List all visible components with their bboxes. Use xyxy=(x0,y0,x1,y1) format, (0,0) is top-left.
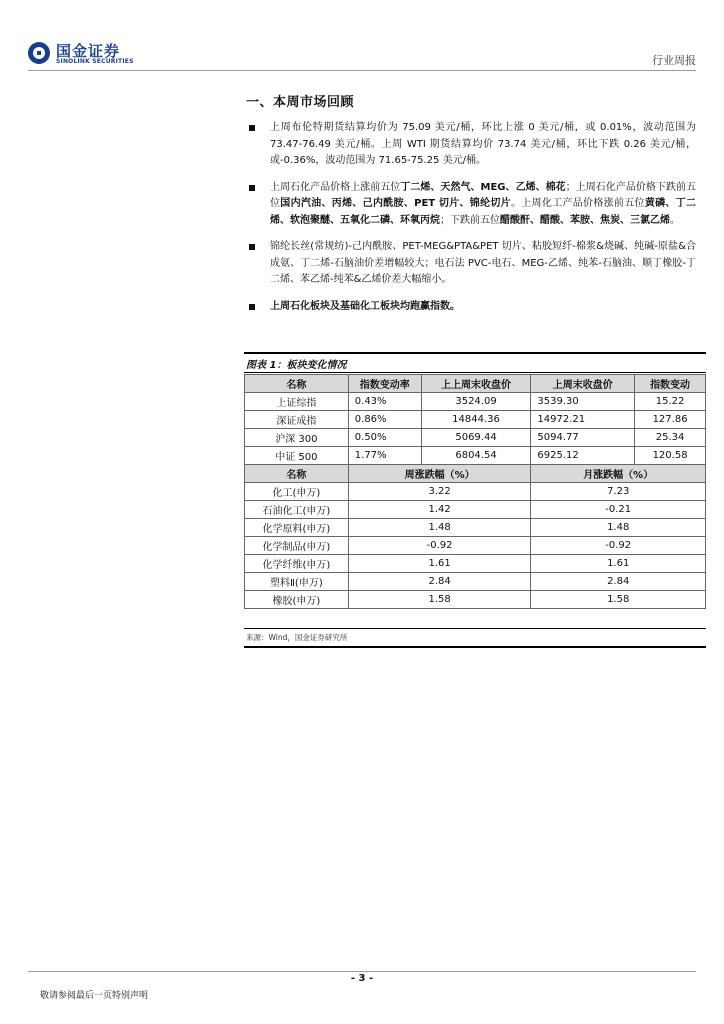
bullet-text: 上周布伦特期货结算均价为 75.09 美元/桶，环比上涨 0 美元/桶，或 0.01%，波动范围为 73.47-76.49 美元/桶。上周 WTI 期货结算均价 73.74 美元/桶，环比下跌 0.26 美元/桶，或-0.36%，波动范围为 71.65-75.25 美元/桶。 xyxy=(270,122,696,166)
table-cell: 中证 500 xyxy=(245,447,349,465)
table-cell: 周涨跌幅（%） xyxy=(348,465,531,483)
table-cell: -0.92 xyxy=(348,537,531,555)
table-cell: 5069.44 xyxy=(421,429,531,447)
table-row xyxy=(245,537,706,555)
table-cell: 化学纤维(申万) xyxy=(245,555,349,573)
figure-bottom-rule xyxy=(244,628,706,629)
table-cell: 0.86% xyxy=(348,411,421,429)
bullet-bold-text: 国内汽油、丙烯、己内酰胺、PET 切片、锦纶切片 xyxy=(280,198,511,209)
table-row xyxy=(245,447,706,465)
table-cell: 名称 xyxy=(245,375,349,393)
table-cell: -0.92 xyxy=(531,537,706,555)
table-cell: 2.84 xyxy=(531,573,706,591)
bullet-square-icon xyxy=(249,185,255,191)
table-cell: 橡胶(申万) xyxy=(245,591,349,609)
bullet-text: ；上周石化产品价格下跌前五位 xyxy=(270,181,697,209)
bullet-square-icon xyxy=(249,125,255,131)
table-cell: -0.21 xyxy=(531,501,706,519)
table-cell: 深证成指 xyxy=(245,411,349,429)
table-cell: 化学制品(申万) xyxy=(245,537,349,555)
figure-title: 图表 1：板块变化情况 xyxy=(246,360,347,371)
bullet-item xyxy=(246,299,696,316)
bullet-text: 上周石化产品价格上涨前五位 xyxy=(270,181,401,193)
table-cell: 指数变动率 xyxy=(348,375,421,393)
table-cell: 月涨跌幅（%） xyxy=(531,465,706,483)
logo-english-name: SINOLINK SECURITIES xyxy=(56,58,134,65)
table-cell: 14844.36 xyxy=(421,411,531,429)
table-cell: 1.58 xyxy=(531,591,706,609)
table-cell: 6804.54 xyxy=(421,447,531,465)
table-cell: 6925.12 xyxy=(531,447,635,465)
bullet-text: 。 xyxy=(670,214,680,226)
page-number: - 3 - xyxy=(350,973,374,984)
figure-title-rule xyxy=(244,372,706,373)
company-logo xyxy=(28,40,138,70)
table-cell: 25.34 xyxy=(635,429,706,447)
table-cell: 2.84 xyxy=(348,573,531,591)
bullet-text: ；下跌前五位 xyxy=(440,214,500,226)
table-cell: 3539.30 xyxy=(531,393,635,411)
table-cell: 3.22 xyxy=(348,483,531,501)
table-cell: 15.22 xyxy=(635,393,706,411)
table-cell: 7.23 xyxy=(531,483,706,501)
bullet-list xyxy=(246,120,696,325)
figure-end-rule xyxy=(244,646,706,648)
table-cell: 上周末收盘价 xyxy=(531,375,635,393)
bullet-item xyxy=(246,120,696,170)
figure-top-rule xyxy=(244,352,706,354)
bullet-square-icon xyxy=(249,244,255,250)
table-row xyxy=(245,573,706,591)
table-cell: 石油化工(申万) xyxy=(245,501,349,519)
report-type: 行业周报 xyxy=(652,54,696,67)
table-header-row xyxy=(245,375,706,393)
table-row xyxy=(245,591,706,609)
table-row xyxy=(245,483,706,501)
logo-mark-icon xyxy=(28,42,50,64)
table-cell: 5094.77 xyxy=(531,429,635,447)
bullet-bold-text: 醋酸酐、醋酸、苯胺、焦炭、三氯乙烯 xyxy=(500,214,670,226)
table-cell: 14972.21 xyxy=(531,411,635,429)
footer-divider xyxy=(28,971,696,972)
table-cell: 1.48 xyxy=(531,519,706,537)
table-cell: 0.50% xyxy=(348,429,421,447)
section-title: 一、本周市场回顾 xyxy=(246,95,355,110)
table-header-row xyxy=(245,465,706,483)
table-cell: 1.48 xyxy=(348,519,531,537)
table-cell: 上上周末收盘价 xyxy=(421,375,531,393)
bullet-square-icon xyxy=(249,304,255,310)
table-cell: 指数变动 xyxy=(635,375,706,393)
table-cell: 1.58 xyxy=(348,591,531,609)
bullet-item xyxy=(246,180,696,230)
table-cell: 1.77% xyxy=(348,447,421,465)
table-cell: 塑料Ⅱ(申万) xyxy=(245,573,349,591)
table-cell: 3524.09 xyxy=(421,393,531,411)
sector-change-table xyxy=(244,374,706,609)
table-cell: 120.58 xyxy=(635,447,706,465)
table-row xyxy=(245,501,706,519)
table-cell: 化工(申万) xyxy=(245,483,349,501)
logo-chinese-name: 国金证券 xyxy=(56,42,121,60)
table-cell: 名称 xyxy=(245,465,349,483)
bullet-bold-text: 丁二烯、天然气、MEG、乙烯、棉花 xyxy=(400,181,566,193)
table-row xyxy=(245,411,706,429)
table-row xyxy=(245,393,706,411)
table-row xyxy=(245,555,706,573)
table-cell: 上证综指 xyxy=(245,393,349,411)
table-cell: 0.43% xyxy=(348,393,421,411)
table-row xyxy=(245,519,706,537)
table-cell: 化学原料(申万) xyxy=(245,519,349,537)
table-row xyxy=(245,429,706,447)
header-divider xyxy=(28,70,696,71)
bullet-bold-text: 上周石化板块及基础化工板块均跑赢指数。 xyxy=(270,300,460,312)
table-cell: 1.61 xyxy=(348,555,531,573)
bullet-text: 。上周化工产品价格涨前五位 xyxy=(510,198,645,209)
table-cell: 127.86 xyxy=(635,411,706,429)
bullet-text: 锦纶长丝(常规纺)-己内酰胺、PET-MEG&PTA&PET 切片、粘胶短纤-棉浆&烧碱、纯碱-原盐&合成氨、丁二烯-石脑油价差增幅较大；电石法 PVC-电石、MEG-乙烯、纯苯-石脑油、顺丁橡胶-丁二烯、苯乙烯-纯苯&乙烯价差大幅缩小。 xyxy=(270,241,696,285)
table-cell: 1.61 xyxy=(531,555,706,573)
bullet-item xyxy=(246,239,696,289)
figure-source: 来源：Wind，国金证券研究所 xyxy=(246,633,348,642)
table-cell: 1.42 xyxy=(348,501,531,519)
table-cell: 沪深 300 xyxy=(245,429,349,447)
bullet-bold-text: 黄磷、丁二烯、软泡聚醚、五氧化二磷、环氧丙烷 xyxy=(270,198,696,226)
footer-disclaimer: 敬请参阅最后一页特别声明 xyxy=(40,991,149,1001)
